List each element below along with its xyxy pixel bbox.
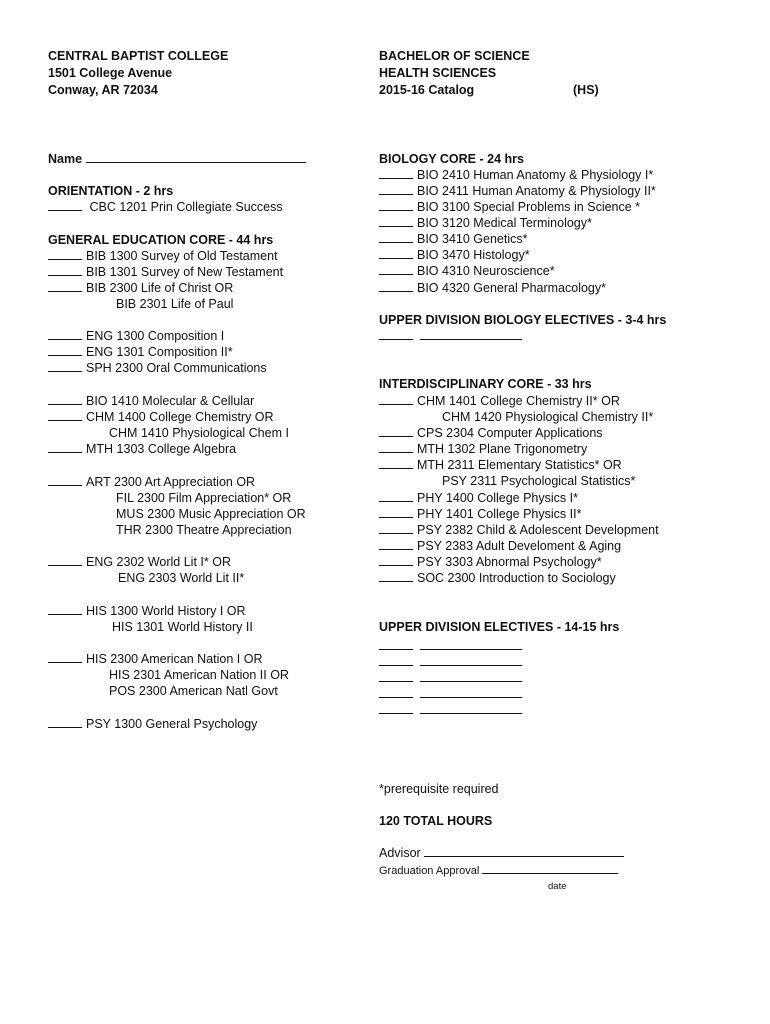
- list-item[interactable]: PSY 1300 General Psychology: [48, 716, 257, 732]
- list-item-alt: FIL 2300 Film Appreciation* OR: [116, 491, 292, 505]
- degree-title: BACHELOR OF SCIENCE: [379, 49, 530, 63]
- list-item[interactable]: SPH 2300 Oral Communications: [48, 360, 267, 376]
- catalog-year: 2015-16 Catalog: [379, 83, 475, 97]
- list-item[interactable]: BIO 4310 Neuroscience*: [379, 263, 555, 279]
- upper-electives-title: UPPER DIVISION ELECTIVES - 14-15 hrs: [379, 620, 620, 634]
- list-item[interactable]: BIO 3470 Histology*: [379, 247, 530, 263]
- list-item[interactable]: BIO 2410 Human Anatomy & Physiology I*: [379, 167, 653, 183]
- advisor-field[interactable]: [379, 845, 624, 861]
- gen-ed-title: GENERAL EDUCATION CORE - 44 hrs: [48, 233, 274, 247]
- list-item[interactable]: BIO 3410 Genetics*: [379, 231, 527, 247]
- list-item-alt: POS 2300 American Natl Govt: [109, 684, 278, 698]
- list-item[interactable]: MTH 2311 Elementary Statistics* OR: [379, 457, 622, 473]
- list-item[interactable]: PSY 3303 Abnormal Psychology*: [379, 554, 602, 570]
- list-item[interactable]: ENG 2302 World Lit I* OR: [48, 554, 231, 570]
- total-hours: 120 TOTAL HOURS: [379, 814, 493, 828]
- list-item-alt: PSY 2311 Psychological Statistics*: [442, 474, 636, 488]
- college-name: CENTRAL BAPTIST COLLEGE: [48, 49, 229, 63]
- list-item[interactable]: HIS 1300 World History I OR: [48, 603, 246, 619]
- interdisciplinary-title: INTERDISCIPLINARY CORE - 33 hrs: [379, 377, 592, 391]
- name-field[interactable]: [48, 151, 306, 167]
- list-item[interactable]: PSY 2383 Adult Develoment & Aging: [379, 538, 621, 554]
- list-item-alt: THR 2300 Theatre Appreciation: [116, 523, 292, 537]
- elective-entry[interactable]: [379, 328, 522, 344]
- list-item[interactable]: CBC 1201 Prin Collegiate Success: [48, 199, 283, 215]
- list-item[interactable]: PHY 1401 College Physics II*: [379, 506, 581, 522]
- list-item[interactable]: CHM 1400 College Chemistry OR: [48, 409, 274, 425]
- college-city: Conway, AR 72034: [48, 83, 158, 97]
- list-item[interactable]: ART 2300 Art Appreciation OR: [48, 474, 255, 490]
- list-item-alt: BIB 2301 Life of Paul: [116, 297, 234, 311]
- list-item-alt: ENG 2303 World Lit II*: [118, 571, 245, 585]
- orientation-title: ORIENTATION - 2 hrs: [48, 184, 174, 198]
- elective-entry[interactable]: [379, 686, 522, 702]
- list-item-alt: MUS 2300 Music Appreciation OR: [116, 507, 306, 521]
- list-item[interactable]: ENG 1301 Composition II*: [48, 344, 233, 360]
- list-item[interactable]: ENG 1300 Composition I: [48, 328, 224, 344]
- list-item[interactable]: BIB 1301 Survey of New Testament: [48, 264, 283, 280]
- list-item[interactable]: BIO 2411 Human Anatomy & Physiology II*: [379, 183, 656, 199]
- list-item[interactable]: HIS 2300 American Nation I OR: [48, 651, 262, 667]
- major-title: HEALTH SCIENCES: [379, 66, 497, 80]
- list-item[interactable]: SOC 2300 Introduction to Sociology: [379, 570, 616, 586]
- list-item[interactable]: CPS 2304 Computer Applications: [379, 425, 603, 441]
- list-item[interactable]: BIB 2300 Life of Christ OR: [48, 280, 233, 296]
- date-label: date: [548, 881, 567, 892]
- advisor-label: Advisor: [379, 846, 421, 860]
- list-item[interactable]: MTH 1303 College Algebra: [48, 441, 236, 457]
- elective-entry[interactable]: [379, 702, 522, 718]
- list-item[interactable]: BIO 3120 Medical Terminology*: [379, 215, 592, 231]
- graduation-approval-label: Graduation Approval: [379, 865, 480, 877]
- list-item[interactable]: BIO 1410 Molecular & Cellular: [48, 393, 254, 409]
- list-item-alt: HIS 1301 World History II: [112, 620, 253, 634]
- list-item-alt: HIS 2301 American Nation II OR: [109, 668, 289, 682]
- list-item-alt: CHM 1410 Physiological Chem I: [109, 426, 289, 440]
- elective-entry[interactable]: [379, 670, 522, 686]
- college-street: 1501 College Avenue: [48, 66, 173, 80]
- list-item[interactable]: MTH 1302 Plane Trigonometry: [379, 441, 587, 457]
- list-item[interactable]: BIO 4320 General Pharmacology*: [379, 280, 606, 296]
- elective-entry[interactable]: [379, 654, 522, 670]
- elective-entry[interactable]: [379, 638, 522, 654]
- graduation-approval-field[interactable]: [379, 862, 618, 878]
- list-item[interactable]: BIB 1300 Survey of Old Testament: [48, 248, 278, 264]
- list-item-alt: CHM 1420 Physiological Chemistry II*: [442, 410, 654, 424]
- list-item[interactable]: CHM 1401 College Chemistry II* OR: [379, 393, 620, 409]
- list-item[interactable]: PSY 2382 Child & Adolescent Development: [379, 522, 659, 538]
- name-label: Name: [48, 152, 83, 166]
- list-item[interactable]: PHY 1400 College Physics I*: [379, 490, 578, 506]
- prerequisite-note: *prerequisite required: [379, 782, 499, 796]
- bio-core-title: BIOLOGY CORE - 24 hrs: [379, 152, 524, 166]
- program-code: (HS): [573, 83, 599, 97]
- upper-bio-electives-title: UPPER DIVISION BIOLOGY ELECTIVES - 3-4 hrs: [379, 313, 667, 327]
- list-item[interactable]: BIO 3100 Special Problems in Science *: [379, 199, 640, 215]
